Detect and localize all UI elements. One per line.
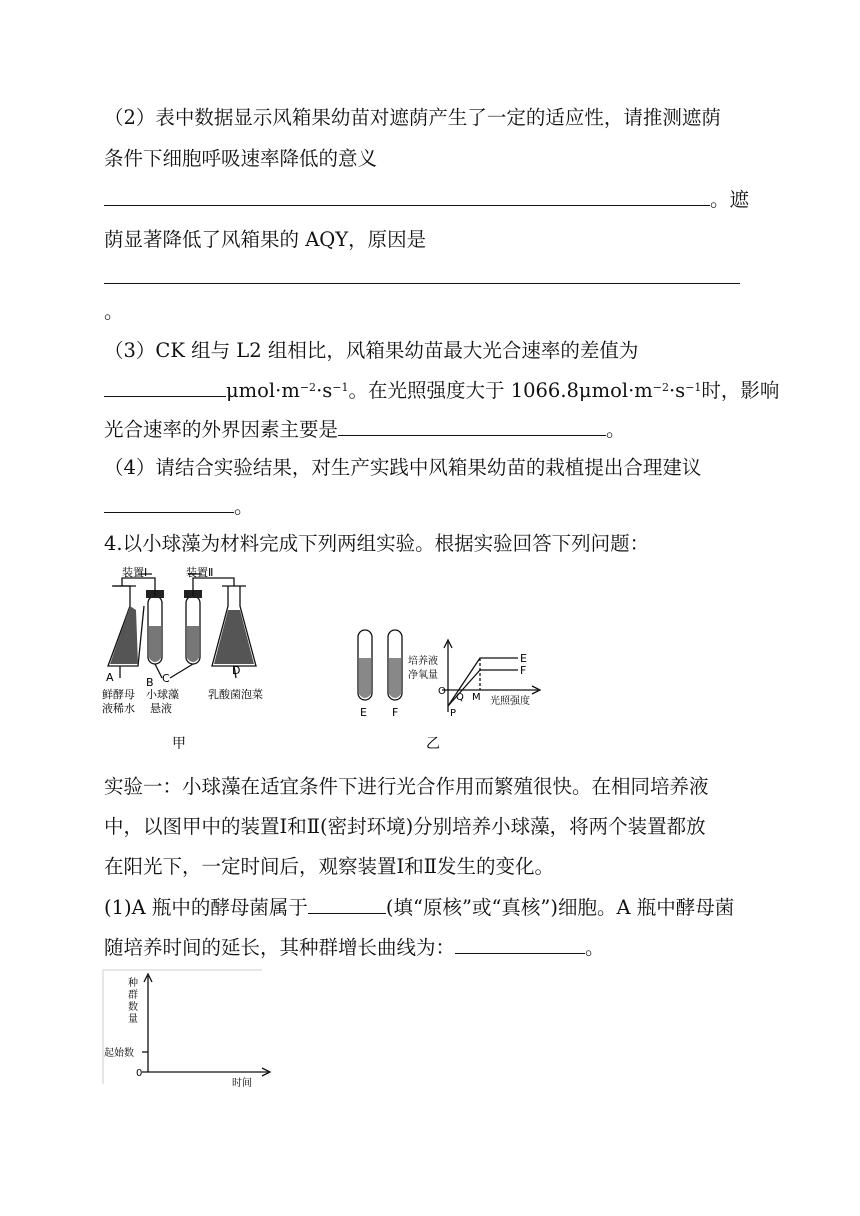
unit-exponent: −1 (332, 381, 349, 394)
figure-jia (100, 566, 280, 756)
start-count-label: 起始数 (104, 1048, 134, 1059)
unit-text: ·s (668, 379, 686, 402)
q3-middle-text: 。在光照强度大于 1066.8μmol·m (348, 379, 653, 402)
unit-text: μmol·m (226, 379, 300, 402)
answer-blank[interactable] (104, 494, 234, 513)
point-m-label: M (472, 692, 481, 703)
y-label-char: 数 (128, 1002, 138, 1013)
sub1-line-1 (104, 895, 734, 920)
label-a: A (106, 671, 114, 684)
y-axis-label-2: 净氧量 (408, 670, 438, 681)
device-1-label: 装置Ⅰ (122, 566, 148, 579)
exp1-line-2: 中，以图甲中的装置Ⅰ和Ⅱ(密封环境)分别培养小球藻，将两个装置都放 (104, 815, 706, 838)
x-label-time: 时间 (232, 1078, 252, 1088)
sub1-text-a: (1)A 瓶中的酵母菌属于 (104, 896, 308, 919)
answer-blank[interactable] (104, 378, 226, 397)
q4-line-2 (104, 494, 254, 519)
q3-after-unit: 时，影响 (701, 379, 780, 402)
y-axis-label-1: 培养液 (408, 656, 438, 667)
label-c: C (162, 672, 170, 685)
unit-text: ·s (316, 379, 333, 402)
curve-e-label: E (520, 652, 527, 665)
q4-line-2-end: 。 (234, 495, 254, 518)
figure-yi (352, 628, 552, 756)
q3-line-3 (104, 417, 626, 442)
figure-jia-caption: 甲 (172, 736, 186, 752)
q2-line-6: 。 (104, 300, 124, 323)
label-chlorella-2: 悬液 (150, 702, 172, 715)
label-yeast-1: 鲜酵母 (102, 688, 135, 701)
q3-line-1: （3）CK 组与 L2 组相比，风箱果幼苗最大光合速率的差值为 (104, 339, 639, 362)
exp1-line-3: 在阳光下，一定时间后，观察装置Ⅰ和Ⅱ发生的变化。 (104, 855, 554, 878)
q2-line-1: （2）表中数据显示风箱果幼苗对遮荫产生了一定的适应性，请推测遮荫 (104, 106, 721, 129)
label-lactobacillus: 乳酸菌泡菜 (208, 688, 263, 701)
answer-blank[interactable] (104, 187, 710, 206)
unit-exponent: −2 (652, 381, 669, 394)
unit-exponent: −1 (685, 381, 702, 394)
x-axis-label: 光照强度 (490, 696, 530, 707)
exp1-line-1: 实验一：小球藻在适宜条件下进行光合作用而繁殖很快。在相同培养液 (104, 775, 709, 798)
q3-line-3-end: 。 (606, 418, 626, 441)
growth-curve-axes[interactable] (102, 968, 272, 1088)
curve-f-label: F (520, 664, 527, 677)
label-d: D (232, 664, 241, 677)
q2-line-5 (104, 265, 740, 290)
q2-line-3 (104, 187, 749, 212)
answer-blank[interactable] (455, 935, 585, 954)
q3-line-3-text: 光合速率的外界因素主要是 (104, 418, 339, 441)
answer-blank[interactable] (338, 417, 606, 436)
sub1-text-b: (填“原核”或“真核”)细胞。A 瓶中酵母菌 (385, 896, 735, 919)
sub1-line-2-end: 。 (585, 936, 605, 959)
q2-line-3-end: 。遮 (710, 188, 750, 211)
point-p-label: P (450, 708, 457, 719)
point-q-label: Q (456, 692, 464, 703)
problem-4-title: 4.以小球藻为材料完成下列两组实验。根据实验回答下列问题： (104, 532, 650, 555)
label-b: B (146, 676, 154, 689)
sub1-line-2 (104, 935, 605, 960)
sub1-line-2-text: 随培养时间的延长，其种群增长曲线为： (104, 936, 456, 959)
unit-exponent: −2 (299, 381, 317, 394)
q4-line-1: （4）请结合实验结果，对生产实践中风箱果幼苗的栽植提出合理建议 (104, 456, 702, 479)
label-yeast-2: 液稀水 (102, 702, 135, 715)
y-label-char: 种 (128, 978, 138, 989)
origin-label: O (438, 686, 446, 697)
y-label-char: 量 (128, 1014, 138, 1025)
q2-line-2: 条件下细胞呼吸速率降低的意义 (104, 147, 378, 170)
answer-blank[interactable] (104, 265, 740, 284)
q2-line-4: 荫显著降低了风箱果的 AQY，原因是 (104, 228, 427, 251)
tube-e-label: E (360, 706, 367, 719)
q3-line-2 (104, 378, 779, 403)
answer-blank[interactable] (308, 895, 386, 914)
tube-f-label: F (392, 706, 399, 719)
y-label-char: 群 (128, 990, 138, 1001)
label-chlorella-1: 小球藻 (146, 688, 179, 701)
device-2-label: 装置Ⅱ (186, 566, 214, 579)
figure-yi-caption: 乙 (426, 736, 440, 752)
origin-zero-label: 0 (136, 1068, 143, 1079)
